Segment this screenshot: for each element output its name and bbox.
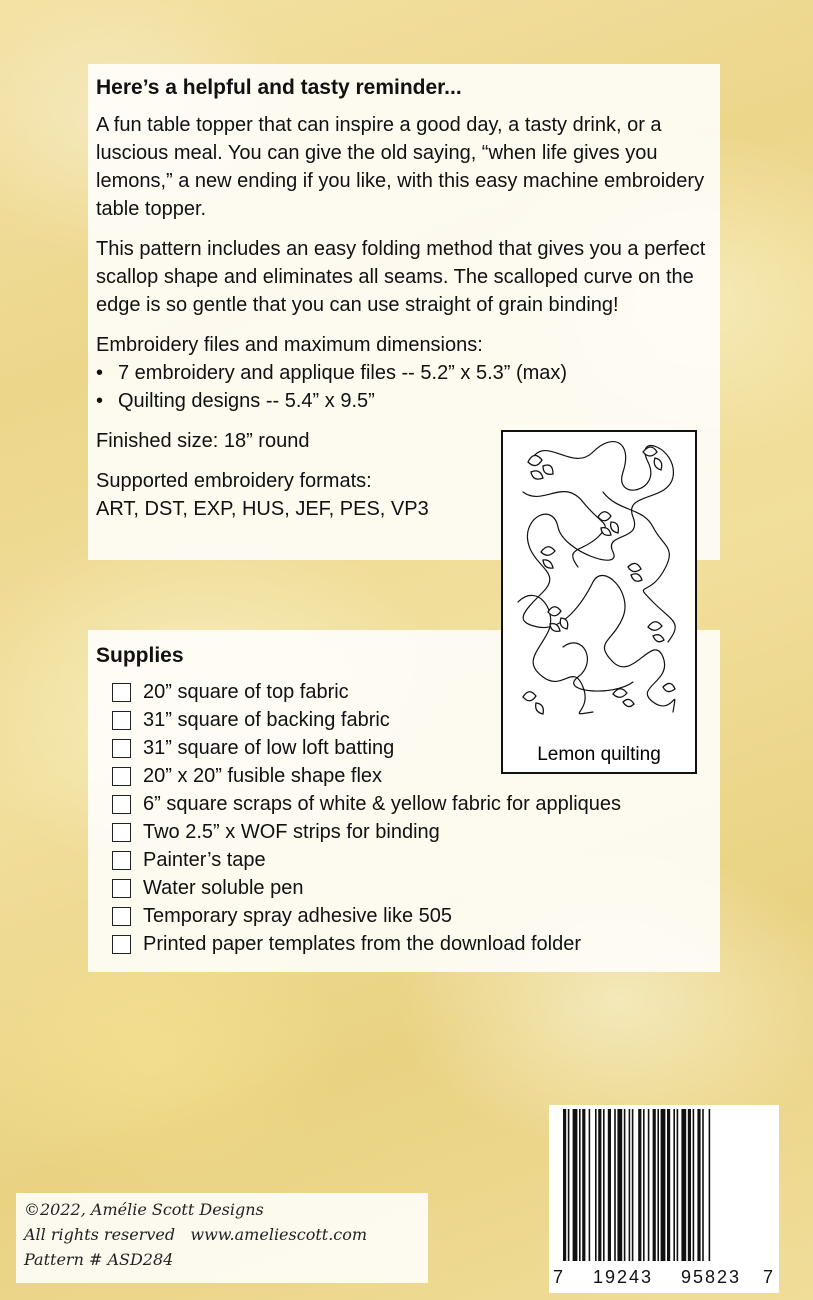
barcode-bar [657, 1109, 659, 1261]
checkbox-icon [112, 907, 131, 926]
supplies-heading: Supplies [96, 644, 184, 667]
quilting-caption: Lemon quilting [537, 744, 661, 765]
barcode-bar [677, 1109, 679, 1261]
files-item: • Quilting designs -- 5.4” x 9.5” [96, 387, 712, 415]
supply-item: Two 2.5” x WOF strips for binding [112, 818, 712, 846]
barcode-bar [693, 1109, 695, 1261]
barcode-bar [638, 1109, 641, 1261]
barcode-bar [673, 1109, 675, 1261]
barcode-bar [573, 1109, 578, 1261]
quilting-design-preview [501, 430, 697, 774]
supply-item: 31” square of low loft batting [112, 734, 712, 762]
copyright-block [16, 1193, 428, 1283]
barcode-bar [563, 1109, 566, 1261]
barcode-bar [617, 1109, 622, 1261]
files-heading: Embroidery files and maximum dimensions: [96, 334, 483, 356]
checkbox-icon [112, 683, 131, 702]
supply-item: 20” x 20” fusible shape flex [112, 762, 712, 790]
intro-heading: Here’s a helpful and tasty reminder... [96, 76, 462, 99]
barcode-bar [661, 1109, 666, 1261]
checkbox-icon [112, 851, 131, 870]
barcode-bar [643, 1109, 645, 1261]
barcode-bar [598, 1109, 601, 1261]
checkbox-icon [112, 823, 131, 842]
barcode-digit-last: 7 [763, 1267, 774, 1287]
barcode-bar [624, 1109, 626, 1261]
checkbox-icon [112, 739, 131, 758]
intro-paragraph-1: A fun table topper that can inspire a good day, a tasty drink, or a luscious meal. You can give the old saying, “when life gives you lemons,” a new ending if you like, with this easy machine embroidery table topper. [96, 114, 705, 220]
barcode-bar [608, 1109, 611, 1261]
checkbox-icon [112, 935, 131, 954]
supply-item: 6” square scraps of white & yellow fabric for appliques [112, 790, 712, 818]
rights-website-line: All rights reserved www.ameliescott.com [24, 1225, 368, 1244]
supply-item: Water soluble pen [112, 874, 712, 902]
supply-item: 31” square of backing fabric [112, 706, 712, 734]
barcode-digit-first: 7 [553, 1267, 564, 1287]
formats-list: ART, DST, EXP, HUS, JEF, PES, VP3 [96, 498, 429, 520]
barcode-bars [549, 1105, 779, 1265]
lemon-quilting-illustration [503, 432, 695, 732]
barcode-bar [653, 1109, 656, 1261]
barcode-bar [595, 1109, 597, 1261]
barcode-bar [603, 1109, 605, 1261]
barcode-bar [648, 1109, 650, 1261]
barcode-bar [681, 1109, 686, 1261]
barcode-bar [632, 1109, 634, 1261]
barcode-bar [629, 1109, 631, 1261]
supply-item: Printed paper templates from the download folder [112, 930, 712, 958]
barcode-bar [582, 1109, 585, 1261]
checkbox-icon [112, 795, 131, 814]
barcode-group-1: 19243 [593, 1267, 654, 1287]
barcode-bar [568, 1109, 570, 1261]
copyright-line: ©2022, Amélie Scott Designs [24, 1200, 264, 1219]
supply-item: Painter’s tape [112, 846, 712, 874]
barcode-group-2: 95823 [681, 1267, 742, 1287]
checkbox-icon [112, 767, 131, 786]
barcode-bar [579, 1109, 581, 1261]
barcode-bar [589, 1109, 591, 1261]
finished-size: Finished size: 18” round [96, 430, 310, 452]
checkbox-icon [112, 711, 131, 730]
barcode-bar [667, 1109, 670, 1261]
checkbox-icon [112, 879, 131, 898]
intro-paragraph-2: This pattern includes an easy folding method that gives you a perfect scallop shape and eliminates all seams. The scalloped curve on the edge is so gentle that you can use straight of grain binding! [96, 238, 706, 316]
pattern-number: Pattern # ASD284 [24, 1250, 174, 1269]
barcode-bar [702, 1109, 704, 1261]
files-list [96, 359, 712, 415]
formats-heading: Supported embroidery formats: [96, 470, 372, 492]
files-item: • 7 embroidery and applique files -- 5.2” x 5.3” (max) [96, 359, 712, 387]
supply-item: 20” square of top fabric [112, 678, 712, 706]
barcode-bar [614, 1109, 616, 1261]
barcode-bar [697, 1109, 700, 1261]
barcode-bar [709, 1109, 711, 1261]
barcode [549, 1105, 779, 1293]
supply-item: Temporary spray adhesive like 505 [112, 902, 712, 930]
barcode-bar [688, 1109, 691, 1261]
